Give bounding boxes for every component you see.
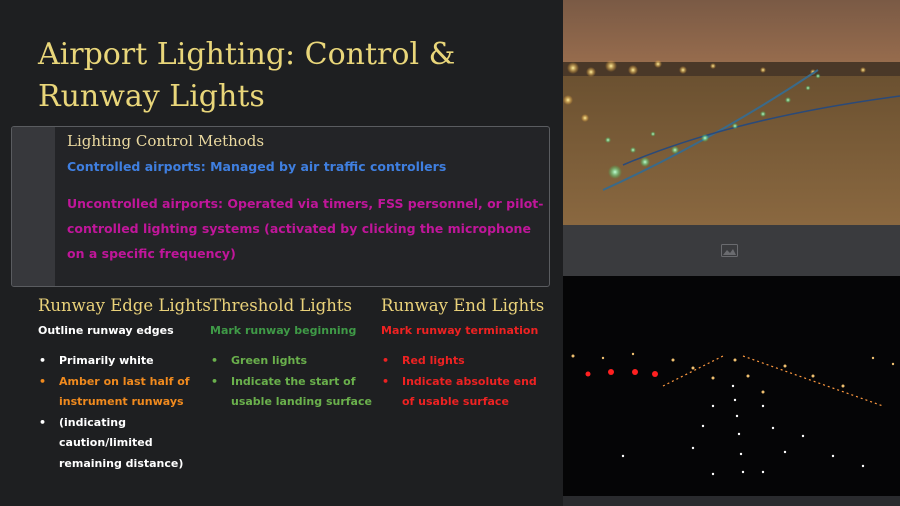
list-item-text: (indicating caution/limited remaining distance) (59, 415, 184, 470)
runway-end-lights-subtitle: Mark runway termination (381, 324, 539, 337)
runway-edge-lights-heading: Runway Edge Lights (38, 296, 211, 315)
runway-edge-lights-list (38, 351, 206, 474)
runway-end-lights-list (381, 351, 549, 413)
image-icon (721, 244, 738, 257)
runway-edge-lights-column (38, 296, 211, 474)
threshold-lights-heading: Threshold Lights (210, 296, 352, 315)
runway-end-lights-heading: Runway End Lights (381, 296, 545, 315)
controlled-airports-text: Controlled airports: Managed by air traffic controllers (67, 159, 447, 174)
threshold-lights-column (210, 296, 378, 413)
runway-end-lights-column (381, 296, 549, 413)
list-item: • Green lights (210, 351, 378, 372)
list-item: • Indicate absolute end of usable surface (381, 372, 549, 413)
list-item (38, 413, 206, 475)
threshold-lights-list (210, 351, 378, 413)
control-methods-heading: Lighting Control Methods (67, 132, 265, 150)
card-accent-bar (12, 127, 55, 286)
runway-night-photo (563, 276, 900, 506)
runway-edge-lights-subtitle: Outline runway edges (38, 324, 174, 337)
list-item: • Red lights (381, 351, 549, 372)
uncontrolled-airports-text: Uncontrolled airports: Operated via timers, FSS personnel, or pilot-controlled lighting systems (activated by clicking the microphone on a specific frequency) (67, 196, 544, 261)
slide-title: Airport Lighting: Control & Runway Lights (38, 37, 456, 114)
list-item: • Primarily white (38, 351, 206, 372)
threshold-lights-subtitle: Mark runway beginning (210, 324, 357, 337)
list-item: • Indicate the start of usable landing surface (210, 372, 378, 413)
list-item: • Amber on last half of instrument runways (38, 372, 206, 413)
airport-dusk-photo (563, 0, 900, 225)
control-methods-card (11, 126, 550, 287)
